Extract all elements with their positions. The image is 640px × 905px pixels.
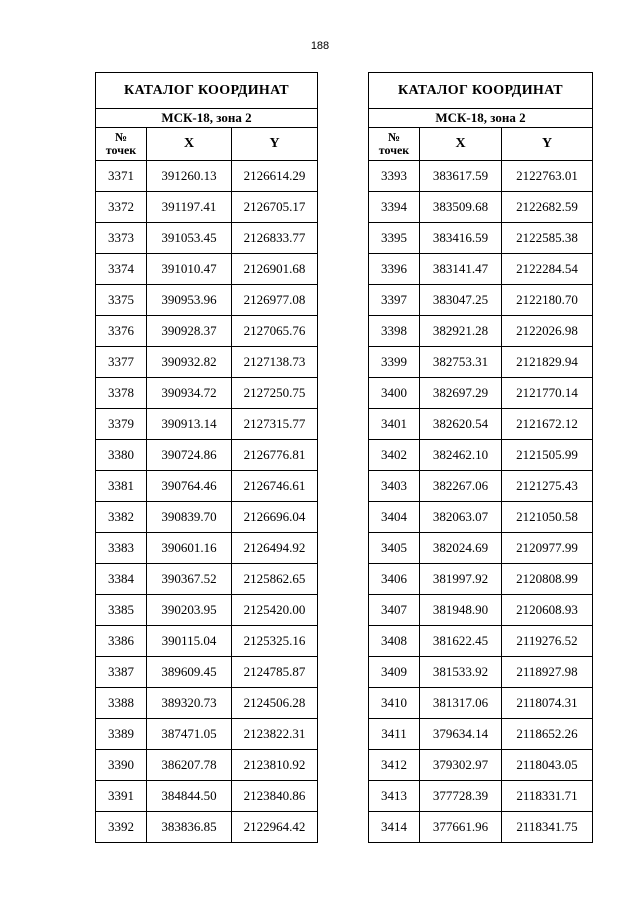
- point-number-cell: 3396: [369, 254, 420, 285]
- table-header-row: [96, 128, 318, 161]
- y-coordinate-cell: 2122682.59: [502, 192, 593, 223]
- y-coordinate-cell: 2120977.99: [502, 533, 593, 564]
- table-row: [96, 254, 318, 285]
- y-coordinate-cell: 2126977.08: [232, 285, 318, 316]
- point-number-cell: 3376: [96, 316, 147, 347]
- catalog-zone: МСК-18, зона 2: [96, 109, 318, 128]
- table-row: [96, 471, 318, 502]
- table-row: [96, 564, 318, 595]
- y-coordinate-cell: 2126494.92: [232, 533, 318, 564]
- point-number-cell: 3414: [369, 812, 420, 843]
- x-coordinate-cell: 390953.96: [147, 285, 232, 316]
- x-coordinate-cell: 390934.72: [147, 378, 232, 409]
- point-number-cell: 3395: [369, 223, 420, 254]
- col-header-y: Y: [502, 128, 593, 161]
- table-row: [96, 285, 318, 316]
- y-coordinate-cell: 2121505.99: [502, 440, 593, 471]
- table-row: [369, 564, 593, 595]
- table-row: [369, 657, 593, 688]
- y-coordinate-cell: 2125325.16: [232, 626, 318, 657]
- table-row: [96, 440, 318, 471]
- table-row: [369, 161, 593, 192]
- x-coordinate-cell: 389320.73: [147, 688, 232, 719]
- point-number-cell: 3393: [369, 161, 420, 192]
- point-number-cell: 3377: [96, 347, 147, 378]
- col-header-point-no: № точек: [96, 128, 147, 161]
- table-row: [369, 409, 593, 440]
- point-number-cell: 3411: [369, 719, 420, 750]
- y-coordinate-cell: 2119276.52: [502, 626, 593, 657]
- point-number-cell: 3413: [369, 781, 420, 812]
- table-row: [369, 688, 593, 719]
- table-row: [96, 750, 318, 781]
- x-coordinate-cell: 381317.06: [420, 688, 502, 719]
- point-number-cell: 3382: [96, 502, 147, 533]
- table-row: [369, 347, 593, 378]
- y-coordinate-cell: 2122026.98: [502, 316, 593, 347]
- y-coordinate-cell: 2125420.00: [232, 595, 318, 626]
- x-coordinate-cell: 390115.04: [147, 626, 232, 657]
- x-coordinate-cell: 382267.06: [420, 471, 502, 502]
- x-coordinate-cell: 382024.69: [420, 533, 502, 564]
- point-number-cell: 3410: [369, 688, 420, 719]
- table-row: [96, 719, 318, 750]
- x-coordinate-cell: 383416.59: [420, 223, 502, 254]
- point-number-cell: 3412: [369, 750, 420, 781]
- y-coordinate-cell: 2124506.28: [232, 688, 318, 719]
- y-coordinate-cell: 2118341.75: [502, 812, 593, 843]
- y-coordinate-cell: 2118927.98: [502, 657, 593, 688]
- table-row: [369, 285, 593, 316]
- x-coordinate-cell: 383617.59: [420, 161, 502, 192]
- y-coordinate-cell: 2121770.14: [502, 378, 593, 409]
- point-number-cell: 3409: [369, 657, 420, 688]
- y-coordinate-cell: 2127250.75: [232, 378, 318, 409]
- y-coordinate-cell: 2122964.42: [232, 812, 318, 843]
- table-row: [96, 347, 318, 378]
- table-row: [96, 409, 318, 440]
- y-coordinate-cell: 2118043.05: [502, 750, 593, 781]
- y-coordinate-cell: 2121672.12: [502, 409, 593, 440]
- table-row: [96, 316, 318, 347]
- x-coordinate-cell: 390601.16: [147, 533, 232, 564]
- table-row: [96, 161, 318, 192]
- table-row: [369, 316, 593, 347]
- y-coordinate-cell: 2122763.01: [502, 161, 593, 192]
- y-coordinate-cell: 2123840.86: [232, 781, 318, 812]
- x-coordinate-cell: 383047.25: [420, 285, 502, 316]
- table-row: [369, 533, 593, 564]
- coordinate-catalog-right: [368, 72, 593, 843]
- page-number: 188: [310, 40, 330, 52]
- table-row: [96, 688, 318, 719]
- point-number-cell: 3372: [96, 192, 147, 223]
- x-coordinate-cell: 390913.14: [147, 409, 232, 440]
- x-coordinate-cell: 383836.85: [147, 812, 232, 843]
- point-number-cell: 3381: [96, 471, 147, 502]
- point-number-cell: 3385: [96, 595, 147, 626]
- x-coordinate-cell: 391053.45: [147, 223, 232, 254]
- point-number-cell: 3384: [96, 564, 147, 595]
- y-coordinate-cell: 2121050.58: [502, 502, 593, 533]
- y-coordinate-cell: 2120608.93: [502, 595, 593, 626]
- y-coordinate-cell: 2123822.31: [232, 719, 318, 750]
- y-coordinate-cell: 2126746.61: [232, 471, 318, 502]
- point-number-cell: 3406: [369, 564, 420, 595]
- y-coordinate-cell: 2121829.94: [502, 347, 593, 378]
- table-row: [369, 595, 593, 626]
- x-coordinate-cell: 382462.10: [420, 440, 502, 471]
- y-coordinate-cell: 2125862.65: [232, 564, 318, 595]
- y-coordinate-cell: 2127138.73: [232, 347, 318, 378]
- point-number-cell: 3374: [96, 254, 147, 285]
- catalog-title: КАТАЛОГ КООРДИНАТ: [96, 73, 318, 109]
- table-row: [369, 440, 593, 471]
- point-number-cell: 3387: [96, 657, 147, 688]
- y-coordinate-cell: 2121275.43: [502, 471, 593, 502]
- table-row: [369, 192, 593, 223]
- point-number-cell: 3403: [369, 471, 420, 502]
- point-number-cell: 3383: [96, 533, 147, 564]
- point-number-cell: 3391: [96, 781, 147, 812]
- point-number-cell: 3399: [369, 347, 420, 378]
- table-row: [369, 254, 593, 285]
- col-header-point-no: № точек: [369, 128, 420, 161]
- x-coordinate-cell: 382753.31: [420, 347, 502, 378]
- x-coordinate-cell: 381997.92: [420, 564, 502, 595]
- y-coordinate-cell: 2122180.70: [502, 285, 593, 316]
- x-coordinate-cell: 383509.68: [420, 192, 502, 223]
- table-row: [96, 533, 318, 564]
- y-coordinate-cell: 2126901.68: [232, 254, 318, 285]
- table-row: [369, 750, 593, 781]
- x-coordinate-cell: 390839.70: [147, 502, 232, 533]
- y-coordinate-cell: 2123810.92: [232, 750, 318, 781]
- x-coordinate-cell: 390932.82: [147, 347, 232, 378]
- point-number-cell: 3386: [96, 626, 147, 657]
- x-coordinate-cell: 384844.50: [147, 781, 232, 812]
- col-header-y: Y: [232, 128, 318, 161]
- x-coordinate-cell: 379302.97: [420, 750, 502, 781]
- point-number-cell: 3371: [96, 161, 147, 192]
- x-coordinate-cell: 390764.46: [147, 471, 232, 502]
- y-coordinate-cell: 2118331.71: [502, 781, 593, 812]
- point-number-cell: 3404: [369, 502, 420, 533]
- x-coordinate-cell: 391260.13: [147, 161, 232, 192]
- x-coordinate-cell: 390928.37: [147, 316, 232, 347]
- y-coordinate-cell: 2122284.54: [502, 254, 593, 285]
- y-coordinate-cell: 2126614.29: [232, 161, 318, 192]
- table-row: [96, 626, 318, 657]
- table-row: [96, 595, 318, 626]
- point-number-cell: 3375: [96, 285, 147, 316]
- y-coordinate-cell: 2127065.76: [232, 316, 318, 347]
- y-coordinate-cell: 2124785.87: [232, 657, 318, 688]
- y-coordinate-cell: 2120808.99: [502, 564, 593, 595]
- y-coordinate-cell: 2118652.26: [502, 719, 593, 750]
- x-coordinate-cell: 387471.05: [147, 719, 232, 750]
- catalog-zone: МСК-18, зона 2: [369, 109, 593, 128]
- table-row: [96, 781, 318, 812]
- point-number-cell: 3400: [369, 378, 420, 409]
- x-coordinate-cell: 382697.29: [420, 378, 502, 409]
- coordinate-catalog-left: [95, 72, 318, 843]
- table-row: [369, 626, 593, 657]
- x-coordinate-cell: 379634.14: [420, 719, 502, 750]
- point-number-cell: 3397: [369, 285, 420, 316]
- point-number-cell: 3380: [96, 440, 147, 471]
- y-coordinate-cell: 2126696.04: [232, 502, 318, 533]
- x-coordinate-cell: 377661.96: [420, 812, 502, 843]
- table-row: [369, 781, 593, 812]
- point-number-cell: 3378: [96, 378, 147, 409]
- catalog-title: КАТАЛОГ КООРДИНАТ: [369, 73, 593, 109]
- table-row: [96, 812, 318, 843]
- y-coordinate-cell: 2127315.77: [232, 409, 318, 440]
- x-coordinate-cell: 390724.86: [147, 440, 232, 471]
- y-coordinate-cell: 2126833.77: [232, 223, 318, 254]
- x-coordinate-cell: 386207.78: [147, 750, 232, 781]
- point-number-cell: 3379: [96, 409, 147, 440]
- x-coordinate-cell: 382921.28: [420, 316, 502, 347]
- table-header-row: [369, 128, 593, 161]
- col-header-x: X: [420, 128, 502, 161]
- y-coordinate-cell: 2122585.38: [502, 223, 593, 254]
- table-row: [369, 502, 593, 533]
- point-number-cell: 3390: [96, 750, 147, 781]
- col-header-x: X: [147, 128, 232, 161]
- x-coordinate-cell: 382620.54: [420, 409, 502, 440]
- table-row: [96, 657, 318, 688]
- x-coordinate-cell: 391197.41: [147, 192, 232, 223]
- table-row: [96, 192, 318, 223]
- x-coordinate-cell: 391010.47: [147, 254, 232, 285]
- table-row: [369, 471, 593, 502]
- x-coordinate-cell: 381533.92: [420, 657, 502, 688]
- point-number-cell: 3394: [369, 192, 420, 223]
- x-coordinate-cell: 390203.95: [147, 595, 232, 626]
- point-number-cell: 3389: [96, 719, 147, 750]
- point-number-cell: 3398: [369, 316, 420, 347]
- table-row: [96, 378, 318, 409]
- table-row: [96, 223, 318, 254]
- x-coordinate-cell: 383141.47: [420, 254, 502, 285]
- point-number-cell: 3388: [96, 688, 147, 719]
- table-row: [369, 719, 593, 750]
- x-coordinate-cell: 381948.90: [420, 595, 502, 626]
- table-row: [369, 223, 593, 254]
- point-number-cell: 3402: [369, 440, 420, 471]
- point-number-cell: 3407: [369, 595, 420, 626]
- x-coordinate-cell: 377728.39: [420, 781, 502, 812]
- point-number-cell: 3392: [96, 812, 147, 843]
- point-number-cell: 3408: [369, 626, 420, 657]
- y-coordinate-cell: 2126776.81: [232, 440, 318, 471]
- y-coordinate-cell: 2118074.31: [502, 688, 593, 719]
- x-coordinate-cell: 389609.45: [147, 657, 232, 688]
- table-row: [369, 812, 593, 843]
- x-coordinate-cell: 381622.45: [420, 626, 502, 657]
- table-row: [96, 502, 318, 533]
- y-coordinate-cell: 2126705.17: [232, 192, 318, 223]
- x-coordinate-cell: 390367.52: [147, 564, 232, 595]
- table-row: [369, 378, 593, 409]
- point-number-cell: 3401: [369, 409, 420, 440]
- point-number-cell: 3405: [369, 533, 420, 564]
- x-coordinate-cell: 382063.07: [420, 502, 502, 533]
- point-number-cell: 3373: [96, 223, 147, 254]
